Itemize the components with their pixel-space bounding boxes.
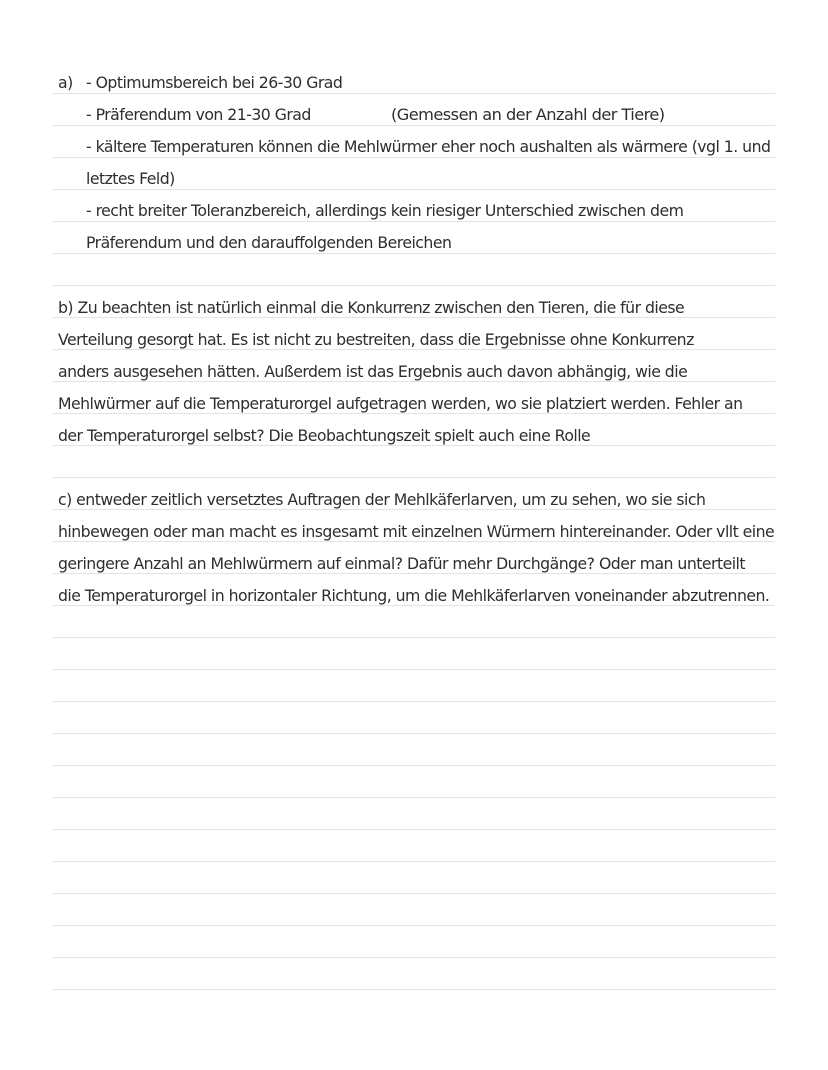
ruled-line — [53, 253, 775, 254]
ruled-line — [53, 157, 775, 158]
section-b-line-1: b) Zu beachten ist natürlich einmal die Konkurrenz zwischen den Tieren, die für diese — [58, 298, 685, 317]
ruled-line — [53, 125, 775, 126]
ruled-line — [53, 861, 775, 862]
section-c-line-1: c) entweder zeitlich versetztes Auftragen der Mehlkäferlarven, um zu sehen, wo sie sich — [58, 490, 706, 509]
section-a-line-5: - recht breiter Toleranzbereich, allerdings kein riesiger Unterschied zwischen dem — [86, 201, 684, 220]
ruled-line — [53, 93, 775, 94]
ruled-line — [53, 637, 775, 638]
section-b-line-2: Verteilung gesorgt hat. Es ist nicht zu bestreiten, dass die Ergebnisse ohne Konkurrenz — [58, 330, 694, 349]
section-a-line-6: Präferendum und den darauffolgenden Bereichen — [86, 233, 452, 252]
ruled-line — [53, 477, 775, 478]
ruled-line — [53, 829, 775, 830]
section-a-marker: a) — [58, 73, 73, 92]
section-c-line-3: geringere Anzahl an Mehlwürmern auf einmal? Dafür mehr Durchgänge? Oder man unterteilt — [58, 554, 745, 573]
ruled-line — [53, 797, 775, 798]
section-c-line-2: hinbewegen oder man macht es insgesamt mit einzelnen Würmern hintereinander. Oder vllt eine — [58, 522, 775, 541]
ruled-line — [53, 893, 775, 894]
ruled-line — [53, 925, 775, 926]
ruled-line — [53, 989, 775, 990]
ruled-line — [53, 701, 775, 702]
section-c-line-4: die Temperaturorgel in horizontaler Richtung, um die Mehlkäferlarven voneinander abzutrennen. — [58, 586, 770, 605]
ruled-line — [53, 221, 775, 222]
section-b-line-5: der Temperaturorgel selbst? Die Beobachtungszeit spielt auch eine Rolle — [58, 426, 591, 445]
section-a-line-2-note: (Gemessen an der Anzahl der Tiere) — [391, 105, 665, 124]
ruled-line — [53, 189, 775, 190]
section-a-line-1: - Optimumsbereich bei 26-30 Grad — [86, 73, 343, 92]
section-a-line-4: letztes Feld) — [86, 169, 175, 188]
ruled-line — [53, 765, 775, 766]
section-a-line-2: - Präferendum von 21-30 Grad — [86, 105, 311, 124]
ruled-line — [53, 285, 775, 286]
ruled-line — [53, 733, 775, 734]
ruled-line — [53, 669, 775, 670]
section-b-line-3: anders ausgesehen hätten. Außerdem ist das Ergebnis auch davon abhängig, wie die — [58, 362, 688, 381]
section-b-line-4: Mehlwürmer auf die Temperaturorgel aufgetragen werden, wo sie platziert werden. Fehler an — [58, 394, 743, 413]
ruled-line — [53, 957, 775, 958]
section-a-line-3: - kältere Temperaturen können die Mehlwürmer eher noch aushalten als wärmere (vgl 1. und — [86, 137, 771, 156]
